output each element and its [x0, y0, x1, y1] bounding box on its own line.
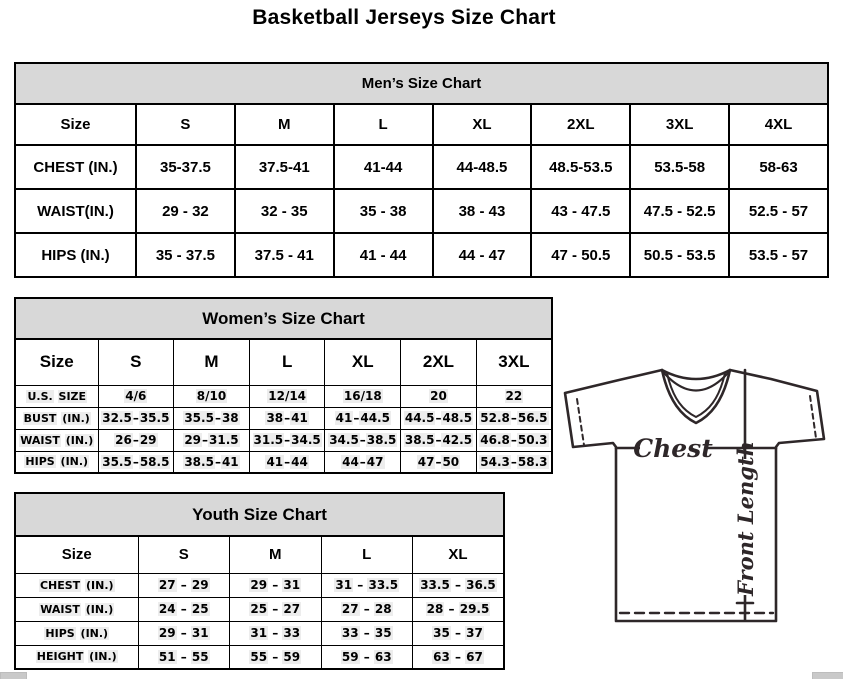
- cell-value: 38.5–42.5: [401, 429, 477, 451]
- mens-col-header: 4XL: [729, 104, 828, 145]
- cell-value: 22: [476, 385, 552, 407]
- cell-value: 41–44.5: [325, 407, 401, 429]
- cell-value: 37.5 - 41: [235, 233, 334, 277]
- mens-col-header: S: [136, 104, 235, 145]
- cell-value: 58-63: [729, 145, 828, 189]
- cell-value: 29–31.5: [174, 429, 250, 451]
- table-row: [15, 385, 552, 407]
- table-row: [15, 189, 828, 233]
- cell-value: 44 - 47: [433, 233, 532, 277]
- cell-value: 46.8–50.3: [476, 429, 552, 451]
- cell-value: 4/6: [98, 385, 174, 407]
- row-label: HIPS (IN.): [15, 451, 98, 473]
- cell-value: 38–41: [249, 407, 325, 429]
- cell-value: 43 - 47.5: [531, 189, 630, 233]
- cell-value: 47.5 - 52.5: [630, 189, 729, 233]
- cell-value: 41 - 44: [334, 233, 433, 277]
- row-label: BUST (IN.): [15, 407, 98, 429]
- cell-value: 8/10: [174, 385, 250, 407]
- cell-value: 35-37.5: [136, 145, 235, 189]
- cell-value: 52.5 - 57: [729, 189, 828, 233]
- page-title: Basketball Jerseys Size Chart: [252, 6, 556, 29]
- cell-value: 35.5–58.5: [98, 451, 174, 473]
- mens-size-chart-table: [14, 62, 829, 278]
- cell-value: 29 – 31: [138, 621, 230, 645]
- cell-value: 37.5-41: [235, 145, 334, 189]
- row-label: HEIGHT (IN.): [15, 645, 138, 669]
- mens-col-header: M: [235, 104, 334, 145]
- table-row: [15, 621, 504, 645]
- cell-value: 35.5–38: [174, 407, 250, 429]
- youth-col-header: M: [230, 536, 322, 573]
- jersey-outline: [565, 370, 824, 621]
- youth-col-header-size: Size: [15, 536, 138, 573]
- row-label: CHEST (IN.): [15, 145, 136, 189]
- cell-value: 44-48.5: [433, 145, 532, 189]
- cell-value: 29 - 32: [136, 189, 235, 233]
- mens-col-header: 2XL: [531, 104, 630, 145]
- cell-value: 35 - 37.5: [136, 233, 235, 277]
- womens-col-header: L: [249, 339, 325, 385]
- cell-value: 33 – 35: [321, 621, 413, 645]
- mens-table-title: Men’s Size Chart: [15, 63, 828, 104]
- cell-value: 41–44: [249, 451, 325, 473]
- cell-value: 51 – 55: [138, 645, 230, 669]
- cell-value: 35 - 38: [334, 189, 433, 233]
- chest-label: Chest: [633, 434, 713, 463]
- table-row: [15, 145, 828, 189]
- mens-col-header: 3XL: [630, 104, 729, 145]
- row-label: HIPS (IN.): [15, 233, 136, 277]
- cell-value: 50.5 - 53.5: [630, 233, 729, 277]
- cell-value: 59 – 63: [321, 645, 413, 669]
- front-length-label: Front Length: [733, 441, 758, 596]
- table-row: [15, 407, 552, 429]
- cell-value: 27 – 29: [138, 573, 230, 597]
- cell-value: 52.8–56.5: [476, 407, 552, 429]
- cell-value: 32 - 35: [235, 189, 334, 233]
- womens-col-header: M: [174, 339, 250, 385]
- cell-value: 26–29: [98, 429, 174, 451]
- row-label: HIPS (IN.): [15, 621, 138, 645]
- youth-table-title: Youth Size Chart: [15, 493, 504, 536]
- cell-value: 31.5–34.5: [249, 429, 325, 451]
- womens-col-header: S: [98, 339, 174, 385]
- youth-col-header: XL: [413, 536, 505, 573]
- cell-value: 24 – 25: [138, 597, 230, 621]
- cell-value: 48.5-53.5: [531, 145, 630, 189]
- cell-value: 27 – 28: [321, 597, 413, 621]
- cell-value: 41-44: [334, 145, 433, 189]
- row-label: WAIST (IN.): [15, 429, 98, 451]
- table-row: [15, 429, 552, 451]
- mens-col-header: L: [334, 104, 433, 145]
- horizontal-scrollbar-fragment[interactable]: [812, 672, 843, 679]
- cell-value: 33.5 – 36.5: [413, 573, 505, 597]
- womens-table-title: Women’s Size Chart: [15, 298, 552, 339]
- cell-value: 31 – 33: [230, 621, 322, 645]
- cell-value: 38 - 43: [433, 189, 532, 233]
- cell-value: 35 – 37: [413, 621, 505, 645]
- row-label: U.S. SIZE: [15, 385, 98, 407]
- cell-value: 12/14: [249, 385, 325, 407]
- cell-value: 38.5–41: [174, 451, 250, 473]
- womens-size-chart-table: [14, 297, 553, 474]
- table-row: [15, 597, 504, 621]
- youth-col-header: S: [138, 536, 230, 573]
- table-row: [15, 233, 828, 277]
- cell-value: 53.5-58: [630, 145, 729, 189]
- cell-value: 54.3–58.3: [476, 451, 552, 473]
- cell-value: 32.5–35.5: [98, 407, 174, 429]
- womens-col-header: 2XL: [401, 339, 477, 385]
- cell-value: 20: [401, 385, 477, 407]
- horizontal-scrollbar-fragment[interactable]: [0, 672, 27, 679]
- cell-value: 28 – 29.5: [413, 597, 505, 621]
- cell-value: 47 - 50.5: [531, 233, 630, 277]
- table-row: [15, 451, 552, 473]
- mens-col-header-size: Size: [15, 104, 136, 145]
- youth-size-chart-table: [14, 492, 505, 670]
- table-row: [15, 573, 504, 597]
- cell-value: 16/18: [325, 385, 401, 407]
- cell-value: 25 – 27: [230, 597, 322, 621]
- mens-col-header: XL: [433, 104, 532, 145]
- cell-value: 31 – 33.5: [321, 573, 413, 597]
- cell-value: 29 – 31: [230, 573, 322, 597]
- row-label: WAIST(IN.): [15, 189, 136, 233]
- womens-col-header-size: Size: [15, 339, 98, 385]
- cell-value: 47–50: [401, 451, 477, 473]
- womens-col-header: XL: [325, 339, 401, 385]
- jersey-diagram: [556, 360, 841, 630]
- row-label: CHEST (IN.): [15, 573, 138, 597]
- table-row: [15, 645, 504, 669]
- cell-value: 63 – 67: [413, 645, 505, 669]
- cell-value: 55 – 59: [230, 645, 322, 669]
- cell-value: 44.5–48.5: [401, 407, 477, 429]
- youth-col-header: L: [321, 536, 413, 573]
- row-label: WAIST (IN.): [15, 597, 138, 621]
- cell-value: 44–47: [325, 451, 401, 473]
- cell-value: 53.5 - 57: [729, 233, 828, 277]
- cell-value: 34.5–38.5: [325, 429, 401, 451]
- womens-col-header: 3XL: [476, 339, 552, 385]
